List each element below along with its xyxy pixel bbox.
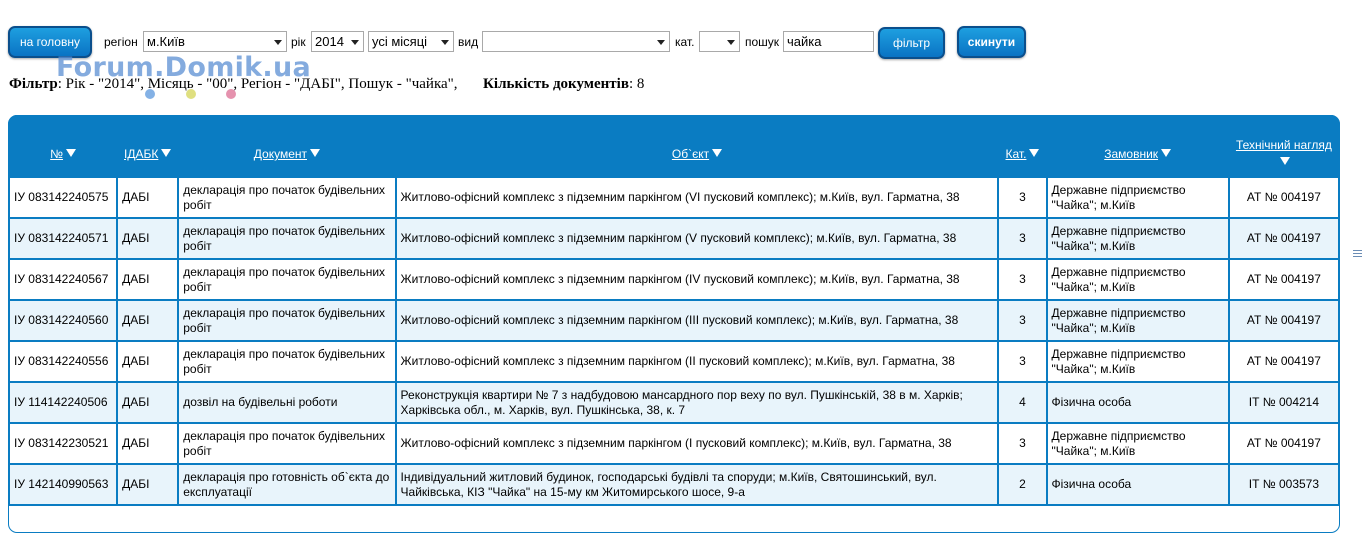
table-row [10, 383, 1338, 422]
cell-category: 4 [999, 383, 1045, 422]
chevron-down-icon [727, 40, 735, 45]
table-row [10, 219, 1338, 258]
column-header-customer[interactable]: Замовник [1048, 132, 1228, 176]
cell-customer: Державне підприємство "Чайка"; м.Київ [1048, 424, 1228, 463]
column-header-idabk[interactable]: ІДАБК [118, 132, 177, 176]
reset-button[interactable]: скинути [957, 26, 1026, 58]
cell-category: 3 [999, 342, 1045, 381]
cell-number: ІУ 142140990563 [10, 465, 116, 504]
cell-document: декларація про початок будівельних робіт [179, 342, 394, 381]
cell-category: 3 [999, 260, 1045, 299]
column-header-number[interactable]: № [10, 132, 116, 176]
cell-customer: Фізична особа [1048, 465, 1228, 504]
column-header-object[interactable]: Об`єкт [397, 132, 998, 176]
category-label: кат. [675, 35, 695, 49]
column-header-supervision[interactable]: Технічний нагляд [1230, 132, 1338, 176]
cell-customer: Державне підприємство "Чайка"; м.Київ [1048, 178, 1228, 217]
search-label: пошук [745, 35, 780, 49]
watermark-logo: Forum.Domik.ua [56, 52, 312, 83]
cell-customer: Державне підприємство "Чайка"; м.Київ [1048, 301, 1228, 340]
cell-number: ІУ 083142240560 [10, 301, 116, 340]
cell-supervision: АТ № 004197 [1230, 424, 1338, 463]
results-table-body [10, 178, 1338, 504]
cell-idabk: ДАБІ [118, 219, 177, 258]
cell-idabk: ДАБІ [118, 465, 177, 504]
cell-object: Житлово-офісний комплекс з підземним паркінгом (VI пусковий комплекс); м.Київ, вул. Гарматна, 38 [397, 178, 998, 217]
cell-object: Реконструкція квартири № 7 з надбудовою мансардного пор веху по вул. Пушкінській, 38 в м. Харків; Харківська обл., м. Харків, вул. Пушкінська, 38, к. 7 [397, 383, 998, 422]
cell-customer: Державне підприємство "Чайка"; м.Київ [1048, 260, 1228, 299]
cell-number: ІУ 114142240506 [10, 383, 116, 422]
chevron-down-icon [274, 40, 282, 45]
cell-object: Житлово-офісний комплекс з підземним паркінгом (III пусковий комплекс); м.Київ, вул. Гарматна, 38 [397, 301, 998, 340]
table-row [10, 465, 1338, 504]
sort-arrow-icon[interactable] [1161, 149, 1171, 157]
sort-arrow-icon[interactable] [66, 149, 76, 157]
cell-object: Житлово-офісний комплекс з підземним паркінгом (V пусковий комплекс); м.Київ, вул. Гарматна, 38 [397, 219, 998, 258]
cell-number: ІУ 083142240575 [10, 178, 116, 217]
results-table [8, 130, 1340, 506]
category-select[interactable] [699, 31, 740, 52]
sort-arrow-icon[interactable] [712, 149, 722, 157]
cell-idabk: ДАБІ [118, 342, 177, 381]
cell-category: 3 [999, 178, 1045, 217]
cell-supervision: АТ № 004197 [1230, 219, 1338, 258]
filter-button[interactable]: фільтр [878, 27, 945, 59]
cell-idabk: ДАБІ [118, 260, 177, 299]
cell-document: декларація про початок будівельних робіт [179, 178, 394, 217]
sort-arrow-icon[interactable] [161, 149, 171, 157]
cell-number: ІУ 083142230521 [10, 424, 116, 463]
home-button[interactable]: на головну [8, 26, 92, 58]
search-input[interactable] [783, 31, 874, 52]
cell-customer: Державне підприємство "Чайка"; м.Київ [1048, 342, 1228, 381]
cell-customer: Фізична особа [1048, 383, 1228, 422]
month-select-value: усі місяці [372, 34, 428, 49]
cell-document: декларація про початок будівельних робіт [179, 260, 394, 299]
cell-document: декларація про початок будівельних робіт [179, 424, 394, 463]
cell-idabk: ДАБІ [118, 178, 177, 217]
cell-supervision: АТ № 004197 [1230, 301, 1338, 340]
table-row [10, 301, 1338, 340]
table-row [10, 178, 1338, 217]
cell-category: 2 [999, 465, 1045, 504]
region-label: регіон [104, 35, 138, 49]
document-count-value: : 8 [628, 76, 645, 92]
cell-idabk: ДАБІ [118, 383, 177, 422]
cell-document: дозвіл на будівельні роботи [179, 383, 394, 422]
cell-object: Житлово-офісний комплекс з підземним паркінгом (IV пусковий комплекс); м.Київ, вул. Гарматна, 38 [397, 260, 998, 299]
type-label: вид [458, 35, 479, 49]
table-row [10, 342, 1338, 381]
cell-number: ІУ 083142240571 [10, 219, 116, 258]
cell-supervision: АТ № 004197 [1230, 178, 1338, 217]
year-select-value: 2014 [315, 34, 344, 49]
filter-summary-text: : Рік - "2014", Місяць - "00", Регіон - "ДАБІ", Пошук - "чайка", [57, 76, 458, 92]
cell-document: декларація про початок будівельних робіт [179, 219, 394, 258]
table-row [10, 424, 1338, 463]
cell-number: ІУ 083142240556 [10, 342, 116, 381]
cell-idabk: ДАБІ [118, 301, 177, 340]
type-select[interactable] [482, 31, 670, 52]
cell-document: декларація про початок будівельних робіт [179, 301, 394, 340]
sort-arrow-icon[interactable] [310, 149, 320, 157]
cell-category: 3 [999, 424, 1045, 463]
cell-supervision: ІТ № 003573 [1230, 465, 1338, 504]
chevron-down-icon [657, 40, 665, 45]
cell-customer: Державне підприємство "Чайка"; м.Київ [1048, 219, 1228, 258]
sort-arrow-icon[interactable] [1029, 149, 1039, 157]
region-select[interactable] [143, 31, 287, 52]
month-select[interactable] [368, 31, 454, 52]
filter-summary-label: Фільтр [9, 76, 58, 92]
table-header-row [10, 132, 1338, 176]
region-select-value: м.Київ [147, 34, 185, 49]
cell-supervision: ІТ № 004214 [1230, 383, 1338, 422]
cell-object: Житлово-офісний комплекс з підземним паркінгом (II пусковий комплекс); м.Київ, вул. Гарматна, 38 [397, 342, 998, 381]
table-row [10, 260, 1338, 299]
column-header-document[interactable]: Документ [179, 132, 394, 176]
cell-object: Житлово-офісний комплекс з підземним паркінгом (I пусковий комплекс); м.Київ, вул. Гарматна, 38 [397, 424, 998, 463]
cell-category: 3 [999, 301, 1045, 340]
cell-object: Індивідуальний житловий будинок, господарські будівлі та споруди; м.Київ, Святошинський, вул. Чайківська, КІЗ "Чайка" на 15-му км Житомирського шосе, 9-а [397, 465, 998, 504]
year-label: рік [291, 35, 306, 49]
results-frame-header-bar [8, 115, 1340, 131]
cell-category: 3 [999, 219, 1045, 258]
cell-document: декларація про готовність об`єкта до експлуатації [179, 465, 394, 504]
cell-number: ІУ 083142240567 [10, 260, 116, 299]
cell-idabk: ДАБІ [118, 424, 177, 463]
cell-supervision: АТ № 004197 [1230, 260, 1338, 299]
column-header-category[interactable]: Кат. [999, 132, 1045, 176]
sort-arrow-icon[interactable] [1280, 157, 1290, 165]
year-select[interactable] [311, 31, 364, 52]
document-count-label: Кількість документів [483, 76, 629, 92]
filter-summary [9, 76, 644, 93]
chevron-down-icon [351, 40, 359, 45]
cell-supervision: АТ № 004197 [1230, 342, 1338, 381]
scrollbar-grip-icon[interactable] [1353, 250, 1362, 260]
chevron-down-icon [441, 40, 449, 45]
